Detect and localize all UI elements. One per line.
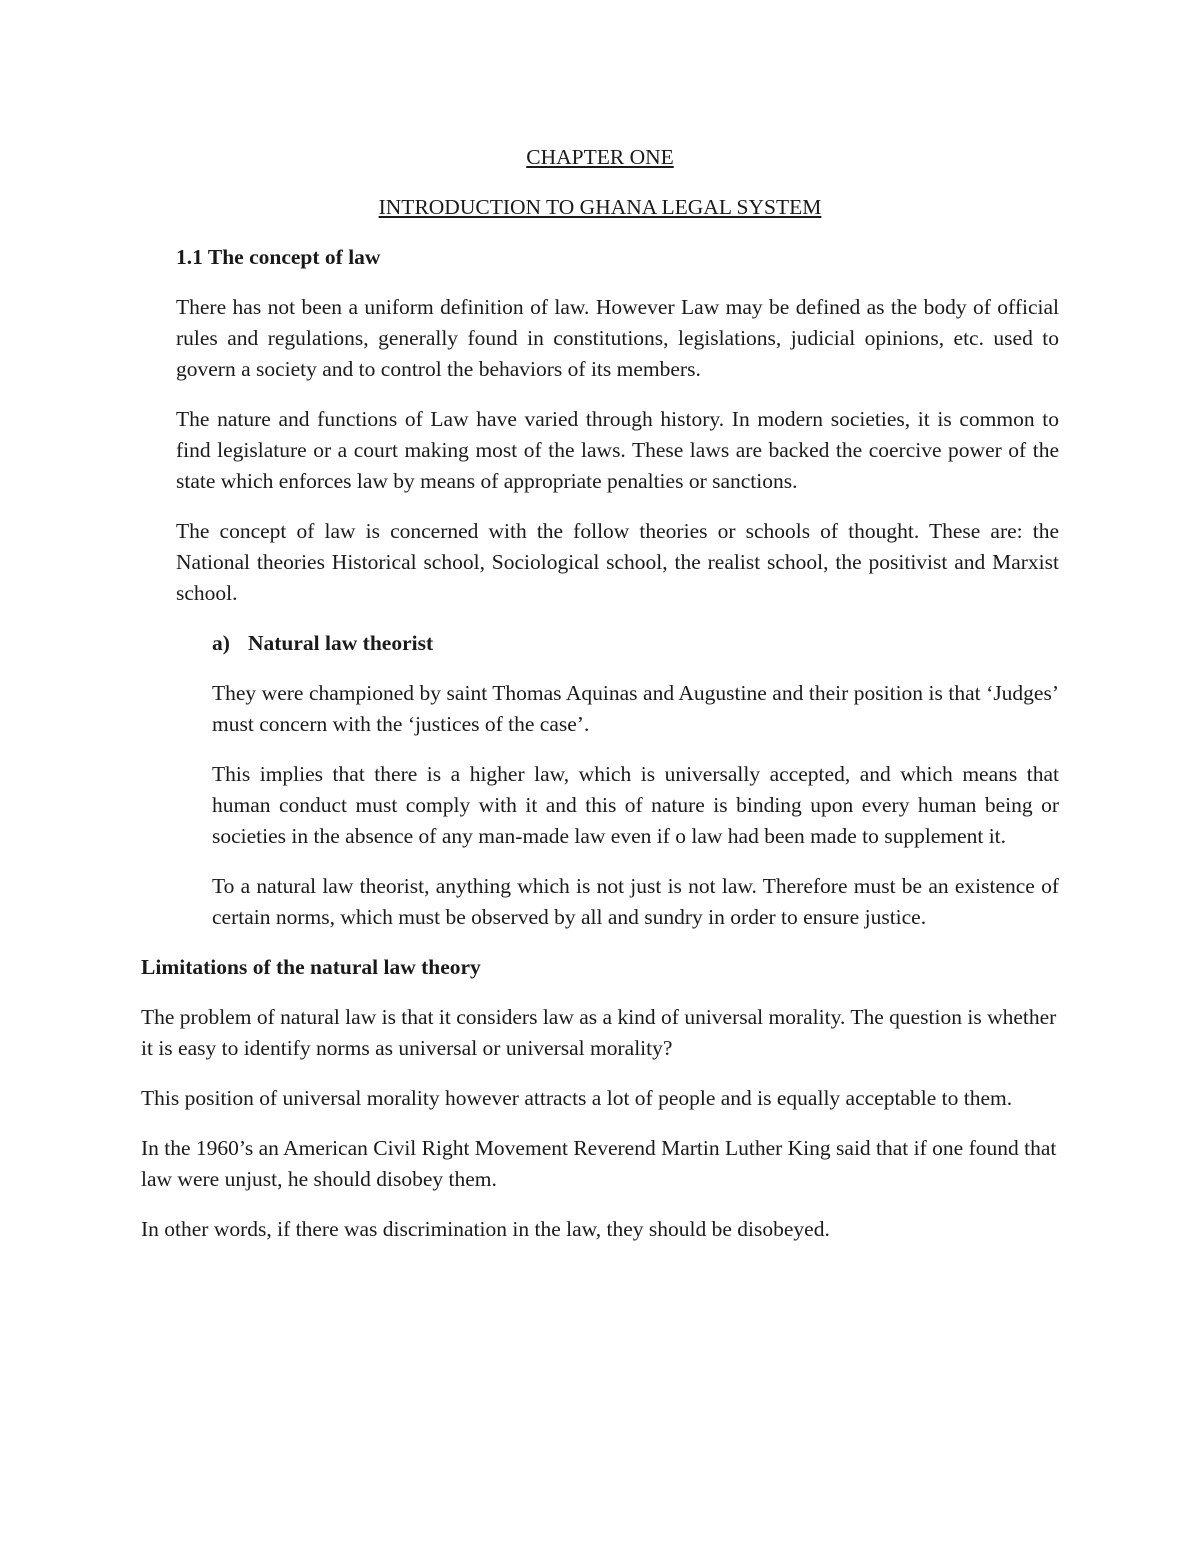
paragraph-higher-law: This implies that there is a higher law, which is universally accepted, and which means that human conduct must comply with it and this of nature is binding upon every human being or societies in the absence of any man-made law even if o law had been made to supplement it. <box>212 762 1059 848</box>
chapter-subtitle: INTRODUCTION TO GHANA LEGAL SYSTEM <box>378 195 822 219</box>
paragraph-discrimination: In other words, if there was discrimination in the law, they should be disobeyed. <box>141 1217 830 1241</box>
limitations-heading: Limitations of the natural law theory <box>141 955 481 979</box>
section-heading-concept-of-law: 1.1 The concept of law <box>176 245 381 269</box>
chapter-title: CHAPTER ONE <box>526 145 674 169</box>
subsection-label: a) <box>212 631 230 655</box>
subsection-heading-natural-law <box>212 628 1059 659</box>
paragraph-schools-of-thought: The concept of law is concerned with the follow theories or schools of thought. These are: the National theories Historical school, Sociological school, the realist school, the positivist and Marxist school. <box>176 519 1059 605</box>
paragraph-attracts-people: This position of universal morality however attracts a lot of people and is equally acceptable to them. <box>141 1086 1013 1110</box>
natural-law-block <box>212 678 1059 933</box>
paragraph-definition: There has not been a uniform definition of law. However Law may be defined as the body of official rules and regulations, generally found in constitutions, legislations, judicial opinions, etc. used to govern a society and to control the behaviors of its members. <box>176 295 1059 381</box>
document-body <box>141 142 1059 1264</box>
paragraph-nature-functions: The nature and functions of Law have varied through history. In modern societies, it is common to find legislature or a court making most of the laws. These laws are backed the coercive power of the state which enforces law by means of appropriate penalties or sanctions. <box>176 407 1059 493</box>
paragraph-mlk: In the 1960’s an American Civil Right Movement Reverend Martin Luther King said that if one found that law were unjust, he should disobey them. <box>141 1136 1057 1191</box>
subsection-title: Natural law theorist <box>248 631 434 655</box>
paragraph-universal-morality: The problem of natural law is that it considers law as a kind of universal morality. The question is whether it is easy to identify norms as universal or universal morality? <box>141 1005 1057 1060</box>
paragraph-not-just-not-law: To a natural law theorist, anything which is not just is not law. Therefore must be an existence of certain norms, which must be observed by all and sundry in order to ensure justice. <box>212 874 1059 929</box>
paragraph-aquinas: They were championed by saint Thomas Aquinas and Augustine and their position is that ‘Judges’ must concern with the ‘justices of the case’. <box>212 681 1059 736</box>
